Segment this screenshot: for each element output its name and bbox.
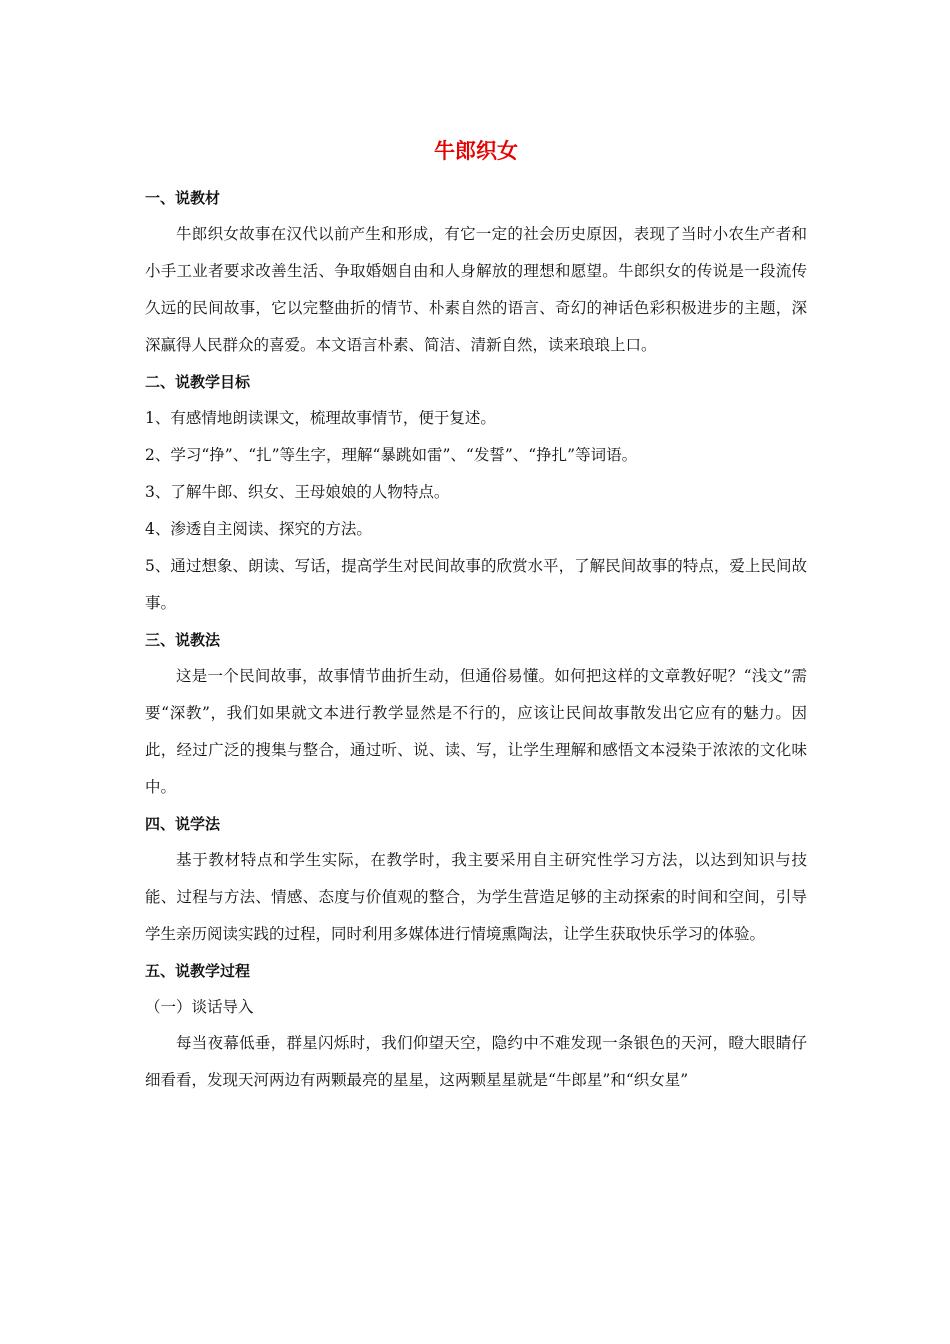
section-heading-teaching-process: 五、说教学过程 [145,962,251,980]
list-item-goal-2: 2、学习“挣”、“扎”等生字，理解“暴跳如雷”、“发誓”、“挣扎”等词语。 [145,446,638,464]
subheading-introduction: （一）谈话导入 [145,998,254,1016]
list-item-goal-1: 1、有感情地朗读课文，梳理故事情节，便于复述。 [145,409,496,427]
list-item-goal-5: 5、通过想象、朗读、写话，提高学生对民间故事的欣赏水平，了解民间故事的特点，爱上民间故事。 [145,557,807,612]
document-page [145,136,807,1099]
section-heading-teaching-material: 一、说教材 [145,189,221,207]
section-heading-teaching-method: 三、说教法 [145,631,221,649]
list-item-goal-4: 4、渗透自主阅读、探究的方法。 [145,520,372,538]
paragraph-learning-method: 基于教材特点和学生实际，在教学时，我主要采用自主研究性学习方法，以达到知识与技能、过程与方法、情感、态度与价值观的整合，为学生营造足够的主动探索的时间和空间，引导学生亲历阅读实践的过程，同时利用多媒体进行情境熏陶法，让学生获取快乐学习的体验。 [145,851,807,943]
document-title: 牛郎织女 [434,139,518,163]
section-heading-learning-method: 四、说学法 [145,815,221,833]
list-item-goal-3: 3、了解牛郎、织女、王母娘娘的人物特点。 [145,483,450,501]
section-heading-teaching-goals: 二、说教学目标 [145,373,251,391]
paragraph-teaching-material: 牛郎织女故事在汉代以前产生和形成，有它一定的社会历史原因，表现了当时小农生产者和小手工业者要求改善生活、争取婚姻自由和人身解放的理想和愿望。牛郎织女的传说是一段流传久远的民间故事，它以完整曲折的情节、朴素自然的语言、奇幻的神话色彩积极进步的主题，深深赢得人民群众的喜爱。本文语言朴素、简洁、清新自然，读来琅琅上口。 [145,225,807,354]
paragraph-introduction: 每当夜幕低垂，群星闪烁时，我们仰望天空，隐约中不难发现一条银色的天河，瞪大眼睛仔细看看，发现天河两边有两颗最亮的星星，这两颗星星就是“牛郎星”和“织女星” [145,1034,807,1089]
paragraph-teaching-method: 这是一个民间故事，故事情节曲折生动，但通俗易懂。如何把这样的文章教好呢？“浅文”需要“深教”，我们如果就文本进行教学显然是不行的，应该让民间故事散发出它应有的魅力。因此，经过广泛的搜集与整合，通过听、说、读、写，让学生理解和感悟文本浸染于浓浓的文化味中。 [145,667,807,796]
